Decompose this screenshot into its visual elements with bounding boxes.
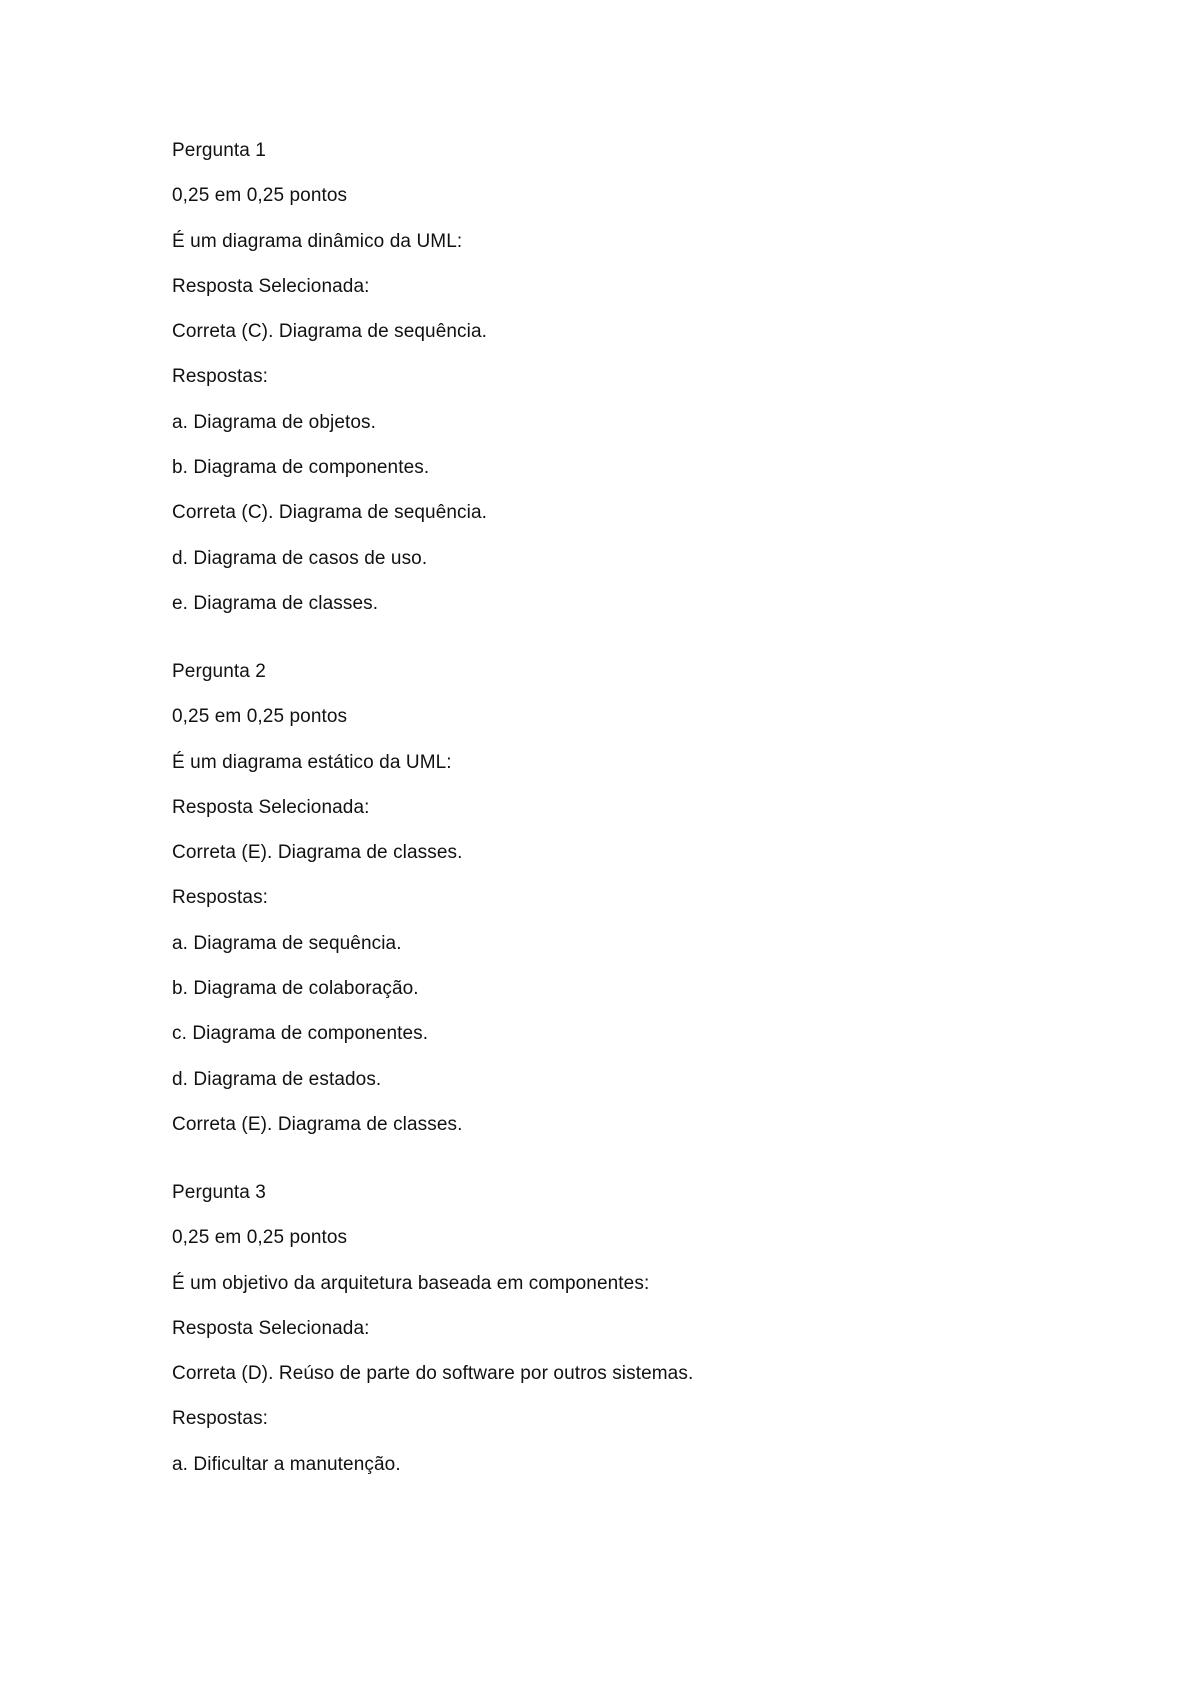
answer-list	[172, 1454, 1072, 1476]
question-1	[172, 140, 1072, 615]
question-2	[172, 661, 1072, 1136]
question-prompt: É um objetivo da arquitetura baseada em componentes:	[172, 1272, 650, 1294]
question-prompt: É um diagrama dinâmico da UML:	[172, 230, 463, 252]
question-score: 0,25 em 0,25 pontos	[172, 706, 348, 728]
document-content	[172, 140, 1072, 1499]
answers-label: Respostas:	[172, 1408, 269, 1430]
answer-option: b. Diagrama de componentes.	[172, 457, 430, 479]
question-title: Pergunta 2	[172, 660, 266, 682]
selected-answer: Correta (D). Reúso de parte do software por outros sistemas.	[172, 1363, 694, 1385]
answer-option: Correta (C). Diagrama de sequência.	[172, 502, 488, 524]
selected-answer: Correta (E). Diagrama de classes.	[172, 842, 463, 864]
selected-answer-label: Resposta Selecionada:	[172, 796, 370, 818]
answer-option: c. Diagrama de componentes.	[172, 1023, 429, 1045]
answer-option: b. Diagrama de colaboração.	[172, 978, 419, 1000]
question-title: Pergunta 3	[172, 1181, 266, 1203]
answer-option: a. Diagrama de objetos.	[172, 411, 377, 433]
selected-answer-label: Resposta Selecionada:	[172, 1317, 370, 1339]
question-3	[172, 1182, 1072, 1476]
answers-label: Respostas:	[172, 887, 269, 909]
selected-answer: Correta (C). Diagrama de sequência.	[172, 321, 488, 343]
answer-option: a. Dificultar a manutenção.	[172, 1453, 401, 1475]
question-score: 0,25 em 0,25 pontos	[172, 1227, 348, 1249]
answers-label: Respostas:	[172, 366, 269, 388]
question-prompt: É um diagrama estático da UML:	[172, 751, 452, 773]
question-title: Pergunta 1	[172, 140, 266, 161]
answer-list	[172, 412, 1072, 615]
answer-option: d. Diagrama de estados.	[172, 1068, 382, 1090]
answer-option: e. Diagrama de classes.	[172, 592, 379, 614]
answer-list	[172, 933, 1072, 1136]
question-score: 0,25 em 0,25 pontos	[172, 185, 348, 207]
answer-option: d. Diagrama de casos de uso.	[172, 547, 428, 569]
answer-option: Correta (E). Diagrama de classes.	[172, 1113, 463, 1135]
answer-option: a. Diagrama de sequência.	[172, 932, 402, 954]
selected-answer-label: Resposta Selecionada:	[172, 275, 370, 297]
